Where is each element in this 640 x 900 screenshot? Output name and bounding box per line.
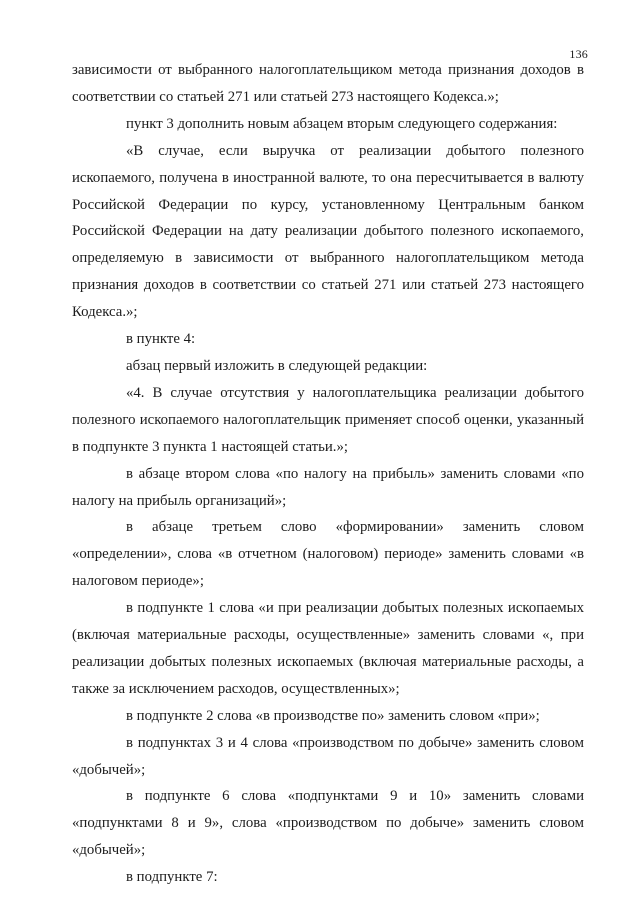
paragraph-subpoint-2: в подпункте 2 слова «в производстве по» заменить словом «при»;	[126, 707, 540, 724]
paragraph-point-4: в пункте 4:	[126, 331, 196, 348]
paragraph-point-3-amendment: пункт 3 дополнить новым абзацем вторым следующего содержания:	[126, 115, 558, 132]
document-body	[72, 57, 584, 891]
paragraph-second-abzac: в абзаце втором слова «по налогу на прибыль» заменить словами «по налогу на прибыль организаций»;	[72, 465, 584, 509]
paragraph-continuation: зависимости от выбранного налогоплательщиком метода признания доходов в соответствии со статьей 271 или статьей 273 настоящего Кодекса.»;	[72, 62, 584, 105]
paragraph-subpoints-3-4: в подпунктах 3 и 4 слова «производством по добыче» заменить словом «добычей»;	[72, 734, 584, 778]
page-number: 136	[569, 47, 588, 61]
paragraph-first-abzac: абзац первый изложить в следующей редакции:	[126, 357, 428, 374]
paragraph-subpoint-1: в подпункте 1 слова «и при реализации добытых полезных ископаемых (включая материальные расходы, осуществленные» заменить словами «, при реализации добытых полезных ископаемых (включая материальные расходы, а также за исключением расходов, осуществленных»;	[72, 600, 584, 697]
paragraph-subpoint-7: в подпункте 7:	[126, 869, 218, 886]
paragraph-point-4-quote: «4. В случае отсутствия у налогоплательщика реализации добытого полезного ископаемого налогоплательщик применяет способ оценки, указанный в подпункте 3 пункта 1 настоящей статьи.»;	[72, 384, 584, 455]
paragraph-subpoint-6: в подпункте 6 слова «подпунктами 9 и 10» заменить словами «подпунктами 8 и 9», слова «производством по добыче» заменить словом «добычей»;	[72, 788, 584, 859]
paragraph-third-abzac: в абзаце третьем слово «формировании» заменить словом «определении», слова «в отчетном (налоговом) периоде» заменить словами «в налоговом периоде»;	[72, 519, 584, 590]
paragraph-foreign-currency-quote: «В случае, если выручка от реализации добытого полезного ископаемого, получена в иностранной валюте, то она пересчитывается в валюту Российской Федерации по курсу, установленному Центральным банком Российской Федерации на дату реализации добытого полезного ископаемого, определяемую в зависимости от выбранного налогоплательщиком метода признания доходов в соответствии со статьей 271 или статьей 273 настоящего Кодекса.»;	[72, 142, 584, 321]
